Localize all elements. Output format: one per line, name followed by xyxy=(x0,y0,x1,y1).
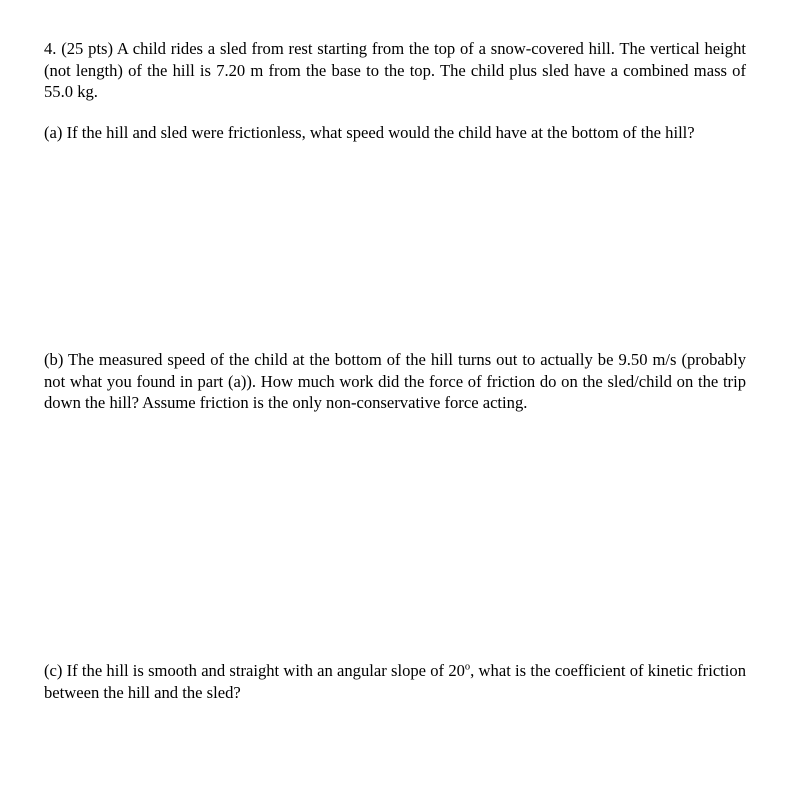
degree-symbol: o xyxy=(464,661,471,673)
problem-statement: 4. (25 pts) A child rides a sled from rest starting from the top of a snow-covered hill. The vertical height (not length) of the hill is 7.20 m from the base to the top. The child plus sled have a combined mass of 55.0 kg. xyxy=(44,39,746,101)
part-a-question: (a) If the hill and sled were frictionless, what speed would the child have at the bottom of the hill? xyxy=(44,123,695,142)
part-c-text-after: , what is the coefficient of kinetic friction between the hill and the sled? xyxy=(44,661,746,702)
part-b-question: (b) The measured speed of the child at the bottom of the hill turns out to actually be 9.50 m/s (probably not what you found in part (a)). How much work did the force of friction do on the sled/child on the trip down the hill? Assume friction is the only non-conservative force acting. xyxy=(44,350,746,412)
part-c-question xyxy=(44,660,746,703)
part-c-text-before: (c) If the hill is smooth and straight with an angular slope of 20 xyxy=(44,661,465,680)
